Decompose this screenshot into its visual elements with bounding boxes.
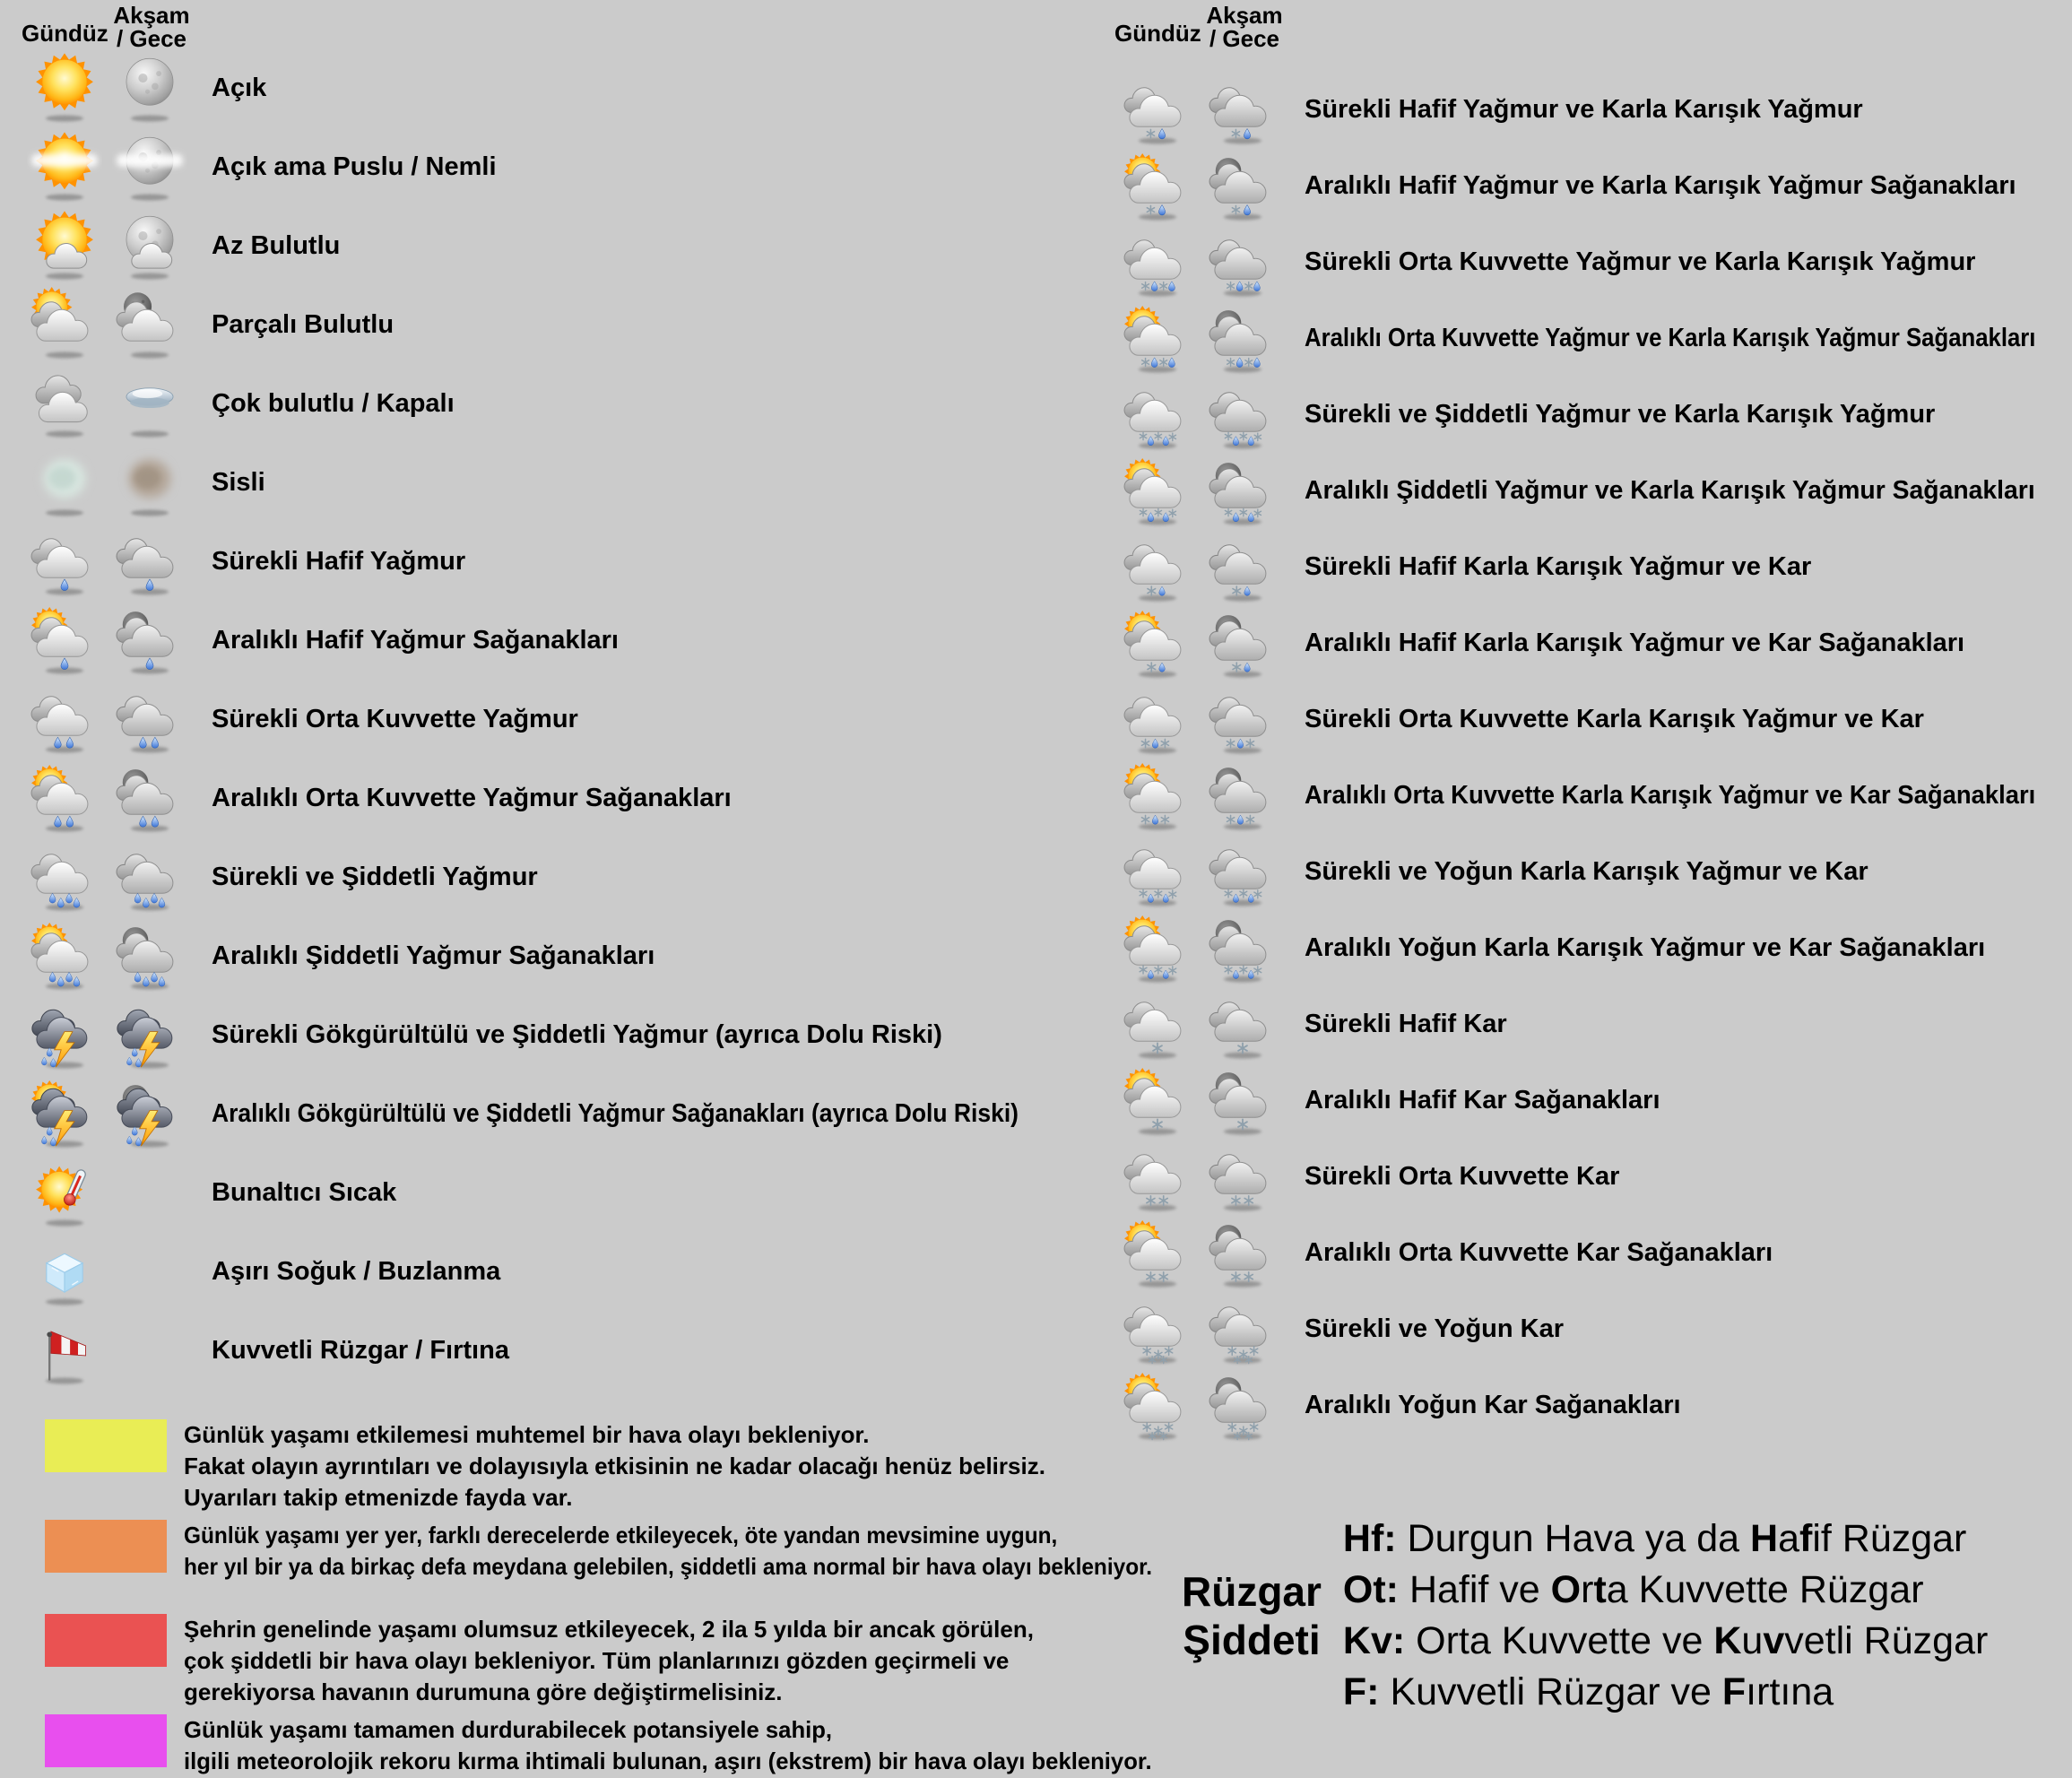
wind-legend-text-part: a <box>1778 1517 1799 1560</box>
weather-label: Sürekli ve Şiddetli Yağmur ve Karla Karışık Yağmur <box>1305 400 1936 429</box>
wind-legend-text-part: Ot: <box>1342 1568 1399 1611</box>
day-weather-icon-cell <box>22 760 107 836</box>
night-weather-icon-cell <box>1200 911 1285 986</box>
weather-row <box>1114 834 2072 910</box>
weather-row <box>22 522 1096 601</box>
wind-legend-text-part: K <box>1713 1619 1742 1662</box>
ice-icon <box>27 1234 102 1309</box>
wind-legend-text-part: F: <box>1342 1670 1380 1713</box>
weather-label: Sürekli Hafif Yağmur ve Karla Karışık Yağmur <box>1305 95 1863 124</box>
weather-row <box>1114 605 2072 681</box>
weather-label: Aralıklı Orta Kuvvette Karla Karışık Yağmur ve Kar Sağanakları <box>1305 781 2036 810</box>
night-weather-icon-cell <box>1200 682 1285 758</box>
wind-legend-line <box>1343 1513 1988 1565</box>
night-weather-icon-cell <box>1200 1063 1285 1139</box>
weather-row <box>22 759 1096 837</box>
weather-rows-left <box>22 48 1096 1390</box>
weather-row <box>22 364 1096 443</box>
risk-description-line: gerekiyorsa havanın durumuna göre değiştirmelisiniz. <box>184 1678 783 1705</box>
risk-description-line: ilgili meteorolojik rekoru kırma ihtimali bulunan, aşırı (ekstrem) bir hava olayı bekleniyor. <box>184 1748 1152 1774</box>
moonback-cloudn-mix2-icon <box>1205 301 1280 377</box>
cloud-drops1-icon <box>27 524 102 599</box>
night-weather-icon-cell <box>107 208 192 283</box>
risk-color-swatch <box>45 1419 167 1472</box>
day-weather-icon-cell <box>22 997 107 1072</box>
weather-label: Aralıklı Gökgürültülü ve Şiddetli Yağmur Sağanakları (ayrıca Dolu Riski) <box>212 1098 1019 1128</box>
night-weather-icon-cell <box>1200 301 1285 377</box>
risk-description-line: Şehrin genelinde yaşamı olumsuz etkileyecek, 2 ila 5 yılda bir ancak görülen, <box>184 1616 1034 1643</box>
night-weather-icon-cell <box>1200 530 1285 605</box>
moonback-cloudn-sleet2-icon <box>1205 759 1280 834</box>
sun-smallcloud-icon <box>27 208 102 283</box>
risk-description-line: her yıl bir ya da birkaç defa meydana gelebilen, şiddetli ama normal bir hava olayı bekleniyor. <box>184 1553 1153 1580</box>
sunback-cloud-sleet4-icon <box>1120 911 1195 986</box>
weather-row <box>1114 1139 2072 1215</box>
weather-row <box>22 206 1096 285</box>
weather-row <box>1114 377 2072 453</box>
day-weather-icon-cell <box>1114 1216 1200 1291</box>
weather-label: Sürekli Orta Kuvvette Karla Karışık Yağmur ve Kar <box>1305 705 1924 733</box>
day-weather-icon-cell <box>22 1234 107 1309</box>
weather-row <box>1114 758 2072 834</box>
risk-color-swatch <box>45 1614 167 1667</box>
moonback-cloudn-mix4-icon <box>1205 454 1280 529</box>
day-weather-icon-cell <box>22 1155 107 1230</box>
weather-label: Sürekli Hafif Kar <box>1305 1010 1507 1038</box>
day-weather-icon-cell <box>1114 1063 1200 1139</box>
weather-row <box>1114 681 2072 758</box>
weather-label: Sürekli ve Yoğun Karla Karışık Yağmur ve Kar <box>1305 857 1868 886</box>
column-headers <box>1114 2 2072 52</box>
moonback-cloudn-drops2-icon <box>112 760 187 836</box>
weather-row <box>22 601 1096 680</box>
moonback-cloudn-sleet4-icon <box>1205 911 1280 986</box>
moonback2-cloud-icon <box>112 287 187 362</box>
wind-legend-line <box>1343 1667 1988 1718</box>
wind-legend-text-part: Durgun Hava ya da <box>1396 1517 1750 1560</box>
cloud-mix1-icon <box>1120 73 1195 148</box>
day-weather-icon-cell <box>22 918 107 993</box>
weather-label: Açık ama Puslu / Nemli <box>212 152 497 181</box>
weather-symbols-legend-left <box>22 2 1096 1390</box>
moonback-cloudn-snow1-icon <box>1205 1063 1280 1139</box>
day-weather-icon-cell <box>1114 301 1200 377</box>
wind-legend-text-part: f <box>1799 1517 1813 1560</box>
wind-legend-text-part: F <box>1721 1670 1747 1713</box>
day-weather-icon-cell <box>1114 530 1200 605</box>
day-weather-icon-cell <box>1114 149 1200 224</box>
weather-label: Sürekli ve Yoğun Kar <box>1305 1314 1565 1343</box>
day-weather-icon-cell <box>1114 606 1200 681</box>
day-weather-icon-cell <box>22 1313 107 1388</box>
sunback-cloud-snow1-icon <box>1120 1063 1195 1139</box>
cloudn-snow3-icon <box>1205 1292 1280 1367</box>
sock-icon <box>27 1313 102 1388</box>
weather-label: Sürekli Gökgürültülü ve Şiddetli Yağmur (ayrıca Dolu Riski) <box>212 1019 942 1049</box>
night-weather-icon-cell <box>107 1076 192 1151</box>
day-weather-icon-cell <box>22 524 107 599</box>
night-weather-icon-cell <box>107 524 192 599</box>
cloudn-snow2-icon <box>1205 1140 1280 1215</box>
risk-legend-item <box>45 1419 1045 1513</box>
moon-haze-icon <box>112 129 187 204</box>
risk-description <box>184 1520 1215 1583</box>
day-weather-icon-cell <box>22 129 107 204</box>
night-weather-icon-cell <box>1200 73 1285 148</box>
night-weather-icon-cell <box>107 50 192 126</box>
sunback-cloud-drops4-icon <box>27 918 102 993</box>
risk-description <box>184 1419 1045 1513</box>
night-weather-icon-cell <box>1200 1292 1285 1367</box>
wind-legend-text-part: ırtına <box>1746 1670 1834 1713</box>
night-weather-icon-cell <box>1200 454 1285 529</box>
weather-label: Az Bulutlu <box>212 230 341 260</box>
weather-row <box>22 127 1096 206</box>
weather-label: Açık <box>212 73 267 102</box>
wind-legend-text-part: Kv: <box>1342 1619 1406 1662</box>
weather-row <box>1114 300 2072 377</box>
weather-row <box>1114 1291 2072 1367</box>
day-weather-icon-cell <box>1114 682 1200 758</box>
weather-label: Aralıklı Hafif Yağmur Sağanakları <box>212 625 619 655</box>
weather-row <box>22 1232 1096 1311</box>
day-column-header: Gündüz <box>1114 20 1201 47</box>
wind-legend-text-part: Kuvvetli Rüzgar ve <box>1379 1670 1722 1713</box>
cloudn-mix1-icon <box>1205 73 1280 148</box>
weather-row <box>1114 529 2072 605</box>
weather-label: Aralıklı Şiddetli Yağmur Sağanakları <box>212 941 655 970</box>
night-weather-icon-cell <box>107 366 192 441</box>
weather-row <box>22 1153 1096 1232</box>
weather-label: Aralıklı Hafif Yağmur ve Karla Karışık Yağmur Sağanakları <box>1305 171 2016 200</box>
cloudn-mix4-icon <box>1205 377 1280 453</box>
moon-smallcloud-icon <box>112 208 187 283</box>
weather-row <box>1114 986 2072 1062</box>
day-weather-icon-cell <box>1114 987 1200 1062</box>
day-weather-icon-cell <box>1114 759 1200 834</box>
weather-row <box>1114 1215 2072 1291</box>
wind-legend-line <box>1343 1616 1988 1667</box>
weather-label: Aralıklı Orta Kuvvette Yağmur Sağanakları <box>212 783 732 812</box>
weather-label: Sürekli ve Şiddetli Yağmur <box>212 862 538 891</box>
risk-description-line: Uyarıları takip etmenizde fayda var. <box>184 1484 573 1511</box>
sunback-cloud-snow2-icon <box>1120 1216 1195 1291</box>
weather-label: Aralıklı Şiddetli Yağmur ve Karla Karışık Yağmur Sağanakları <box>1305 476 2035 505</box>
wind-legend-line <box>1343 1565 1988 1616</box>
day-weather-icon-cell <box>1114 835 1200 910</box>
sunback-cloud-sleet2-icon <box>1120 759 1195 834</box>
weather-row <box>22 443 1096 522</box>
day-weather-icon-cell <box>22 839 107 915</box>
cloudn-drops1-icon <box>112 524 187 599</box>
weather-label: Aralıklı Hafif Karla Karışık Yağmur ve Kar Sağanakları <box>1305 629 1965 657</box>
weather-row <box>22 285 1096 364</box>
day-weather-icon-cell <box>1114 377 1200 453</box>
weather-row <box>1114 224 2072 300</box>
weather-label: Çok bulutlu / Kapalı <box>212 388 455 418</box>
day-column-header: Gündüz <box>22 20 108 47</box>
moonback-cloudn-drops4-icon <box>112 918 187 993</box>
darkcloud-bolt-dropsT-icon <box>112 997 187 1072</box>
weather-label: Aralıklı Hafif Kar Sağanakları <box>1305 1086 1660 1115</box>
sun-icon <box>27 50 102 126</box>
cloud-drops4-icon <box>27 839 102 915</box>
night-column-header: Akşam / Gece <box>113 2 190 52</box>
wind-legend-text-part: Hf: <box>1342 1517 1397 1560</box>
day-weather-icon-cell <box>1114 454 1200 529</box>
day-weather-icon-cell <box>1114 1292 1200 1367</box>
weather-label: Sürekli Orta Kuvvette Yağmur ve Karla Karışık Yağmur <box>1305 247 1976 276</box>
moonback-cloudn-drops1-icon <box>112 603 187 678</box>
weather-label: Aralıklı Orta Kuvvette Kar Sağanakları <box>1305 1238 1773 1267</box>
weather-row <box>22 680 1096 759</box>
sunback-cloud-mix2-icon <box>1120 301 1195 377</box>
night-weather-icon-cell <box>107 129 192 204</box>
darkcloud-bolt-dropsT-icon <box>27 997 102 1072</box>
cloudn-sleet1-icon <box>1205 530 1280 605</box>
cloudn-drops4-icon <box>112 839 187 915</box>
night-weather-icon-cell <box>1200 1140 1285 1215</box>
cloudn-sleet2-icon <box>1205 682 1280 758</box>
risk-color-legend <box>45 1419 1318 1778</box>
night-weather-icon-cell <box>1200 225 1285 300</box>
night-weather-icon-cell <box>107 997 192 1072</box>
night-weather-icon-cell <box>1200 759 1285 834</box>
night-weather-icon-cell <box>107 760 192 836</box>
night-weather-icon-cell <box>107 918 192 993</box>
wind-legend-text-part: Orta Kuvvette ve <box>1405 1619 1714 1662</box>
wind-legend-text-part: u <box>1741 1619 1764 1662</box>
cloud-mix4-icon <box>1120 377 1195 453</box>
cloudn-sleet4-icon <box>1205 835 1280 910</box>
risk-description-line: Fakat olayın ayrıntıları ve dolayısıyla etkisinin ne kadar olacağı henüz belirsiz. <box>184 1453 1045 1479</box>
cloud-sleet1-icon <box>1120 530 1195 605</box>
cloud-snow3-icon <box>1120 1292 1195 1367</box>
sunback-cloud-drops1-icon <box>27 603 102 678</box>
risk-legend-item <box>45 1614 1034 1708</box>
wind-legend-entries <box>1343 1513 1988 1718</box>
night-weather-icon-cell <box>1200 1216 1285 1291</box>
wind-legend-text-part: if Rüzgar <box>1812 1517 1967 1560</box>
cloud-sleet2-icon <box>1120 682 1195 758</box>
risk-description-line: Günlük yaşamı etkilemesi muhtemel bir hava olayı bekleniyor. <box>184 1421 870 1448</box>
weather-rows-right <box>1114 48 2072 1444</box>
weather-label: Aralıklı Yoğun Karla Karışık Yağmur ve Kar Sağanakları <box>1305 933 1986 962</box>
night-weather-icon-cell <box>1200 606 1285 681</box>
weather-row <box>22 995 1096 1074</box>
cloudn-mix2-icon <box>1205 225 1280 300</box>
weather-label: Sürekli Hafif Karla Karışık Yağmur ve Kar <box>1305 552 1812 581</box>
weather-row <box>1114 148 2072 224</box>
moon-icon <box>112 50 187 126</box>
cloud2-icon <box>27 366 102 441</box>
day-weather-icon-cell <box>22 366 107 441</box>
weather-label: Sisli <box>212 467 265 497</box>
cloudn-drops2-icon <box>112 681 187 757</box>
wind-legend-text-part: Hafif ve <box>1399 1568 1551 1611</box>
night-weather-icon-cell <box>107 681 192 757</box>
weather-row <box>1114 910 2072 986</box>
fogday-icon <box>27 445 102 520</box>
weather-label: Aşırı Soğuk / Buzlanma <box>212 1256 501 1286</box>
day-weather-icon-cell <box>22 208 107 283</box>
day-weather-icon-cell <box>22 1076 107 1151</box>
day-weather-icon-cell <box>1114 911 1200 986</box>
sunback-cloud-sleet1-icon <box>1120 606 1195 681</box>
day-weather-icon-cell <box>1114 73 1200 148</box>
wind-legend-text-part: a Kuvvette Rüzgar <box>1606 1568 1924 1611</box>
wind-legend-title: Rüzgar Şiddeti <box>1182 1568 1322 1663</box>
day-weather-icon-cell <box>22 50 107 126</box>
day-weather-icon-cell <box>1114 1140 1200 1215</box>
wind-legend-text-part: vetli Rüzgar <box>1784 1619 1989 1662</box>
wind-legend-text-part: H <box>1750 1517 1779 1560</box>
cloud-snow1-icon <box>1120 987 1195 1062</box>
moonback-darkcloud-bolt-dropsT-icon <box>112 1076 187 1151</box>
weather-row <box>1114 1062 2072 1139</box>
wind-legend-text-part: r <box>1581 1568 1594 1611</box>
risk-color-swatch <box>45 1520 167 1573</box>
sun-haze-icon <box>27 129 102 204</box>
risk-description <box>184 1614 1034 1708</box>
weather-label: Kuvvetli Rüzgar / Fırtına <box>212 1335 509 1365</box>
weather-row <box>22 1311 1096 1390</box>
day-weather-icon-cell <box>22 603 107 678</box>
cloud-sleet4-icon <box>1120 835 1195 910</box>
cloud-snow2-icon <box>1120 1140 1195 1215</box>
risk-color-swatch <box>45 1714 167 1767</box>
cloud-drops2-icon <box>27 681 102 757</box>
night-weather-icon-cell <box>1200 377 1285 453</box>
column-headers <box>22 2 1096 52</box>
weather-row <box>22 916 1096 995</box>
night-column-header: Akşam / Gece <box>1206 2 1283 52</box>
moonback-cloudn-snow2-icon <box>1205 1216 1280 1291</box>
weather-symbols-legend-right <box>1114 2 2072 1444</box>
moonback-cloudn-mix1-icon <box>1205 149 1280 224</box>
night-weather-icon-cell <box>107 287 192 362</box>
day-weather-icon-cell <box>22 445 107 520</box>
moonback-cloudn-sleet1-icon <box>1205 606 1280 681</box>
weather-row <box>22 48 1096 127</box>
wind-legend-text-part: t <box>1593 1568 1607 1611</box>
cloud-mix2-icon <box>1120 225 1195 300</box>
fognight-icon <box>112 445 187 520</box>
night-weather-icon-cell <box>107 603 192 678</box>
weather-label: Aralıklı Orta Kuvvette Yağmur ve Karla Karışık Yağmur Sağanakları <box>1305 324 2036 352</box>
risk-description-line: Günlük yaşamı tamamen durdurabilecek potansiyele sahip, <box>184 1716 833 1743</box>
weather-row <box>1114 453 2072 529</box>
weather-row <box>22 837 1096 916</box>
night-weather-icon-cell <box>107 839 192 915</box>
risk-description <box>184 1714 1165 1777</box>
day-weather-icon-cell <box>22 681 107 757</box>
weather-label: Sürekli Orta Kuvvette Yağmur <box>212 704 578 733</box>
weather-label: Aralıklı Yoğun Kar Sağanakları <box>1305 1391 1681 1419</box>
flat-icon <box>112 366 187 441</box>
weather-label: Parçalı Bulutlu <box>212 309 394 339</box>
risk-legend-item <box>45 1714 1165 1777</box>
day-weather-icon-cell <box>1114 225 1200 300</box>
night-weather-icon-cell <box>1200 987 1285 1062</box>
wind-legend-text-part: v <box>1763 1619 1785 1662</box>
night-weather-icon-cell <box>1200 835 1285 910</box>
night-weather-icon-cell <box>107 445 192 520</box>
hotsun-thermo-icon <box>27 1155 102 1230</box>
wind-intensity-legend <box>1182 1513 1988 1718</box>
sunback-cloud-mix1-icon <box>1120 149 1195 224</box>
risk-description-line: Günlük yaşamı yer yer, farklı derecelerde etkileyecek, öte yandan mevsimine uygun, <box>184 1522 1058 1548</box>
weather-label: Sürekli Hafif Yağmur <box>212 546 466 576</box>
cloudn-snow1-icon <box>1205 987 1280 1062</box>
risk-legend-item <box>45 1520 1215 1583</box>
sunback2-cloud-icon <box>27 287 102 362</box>
wind-legend-text-part: O <box>1550 1568 1582 1611</box>
weather-row <box>1114 72 2072 148</box>
risk-description-line: çok şiddetli bir hava olayı bekleniyor. Tüm planlarınızı gözden geçirmeli ve <box>184 1647 1010 1674</box>
night-weather-icon-cell <box>1200 149 1285 224</box>
sunback-cloud-mix4-icon <box>1120 454 1195 529</box>
sunback-darkcloud-bolt-dropsT-icon <box>27 1076 102 1151</box>
weather-label: Bunaltıcı Sıcak <box>212 1177 397 1207</box>
weather-row <box>22 1074 1096 1153</box>
sunback-cloud-drops2-icon <box>27 760 102 836</box>
weather-label: Sürekli Orta Kuvvette Kar <box>1305 1162 1620 1191</box>
day-weather-icon-cell <box>22 287 107 362</box>
